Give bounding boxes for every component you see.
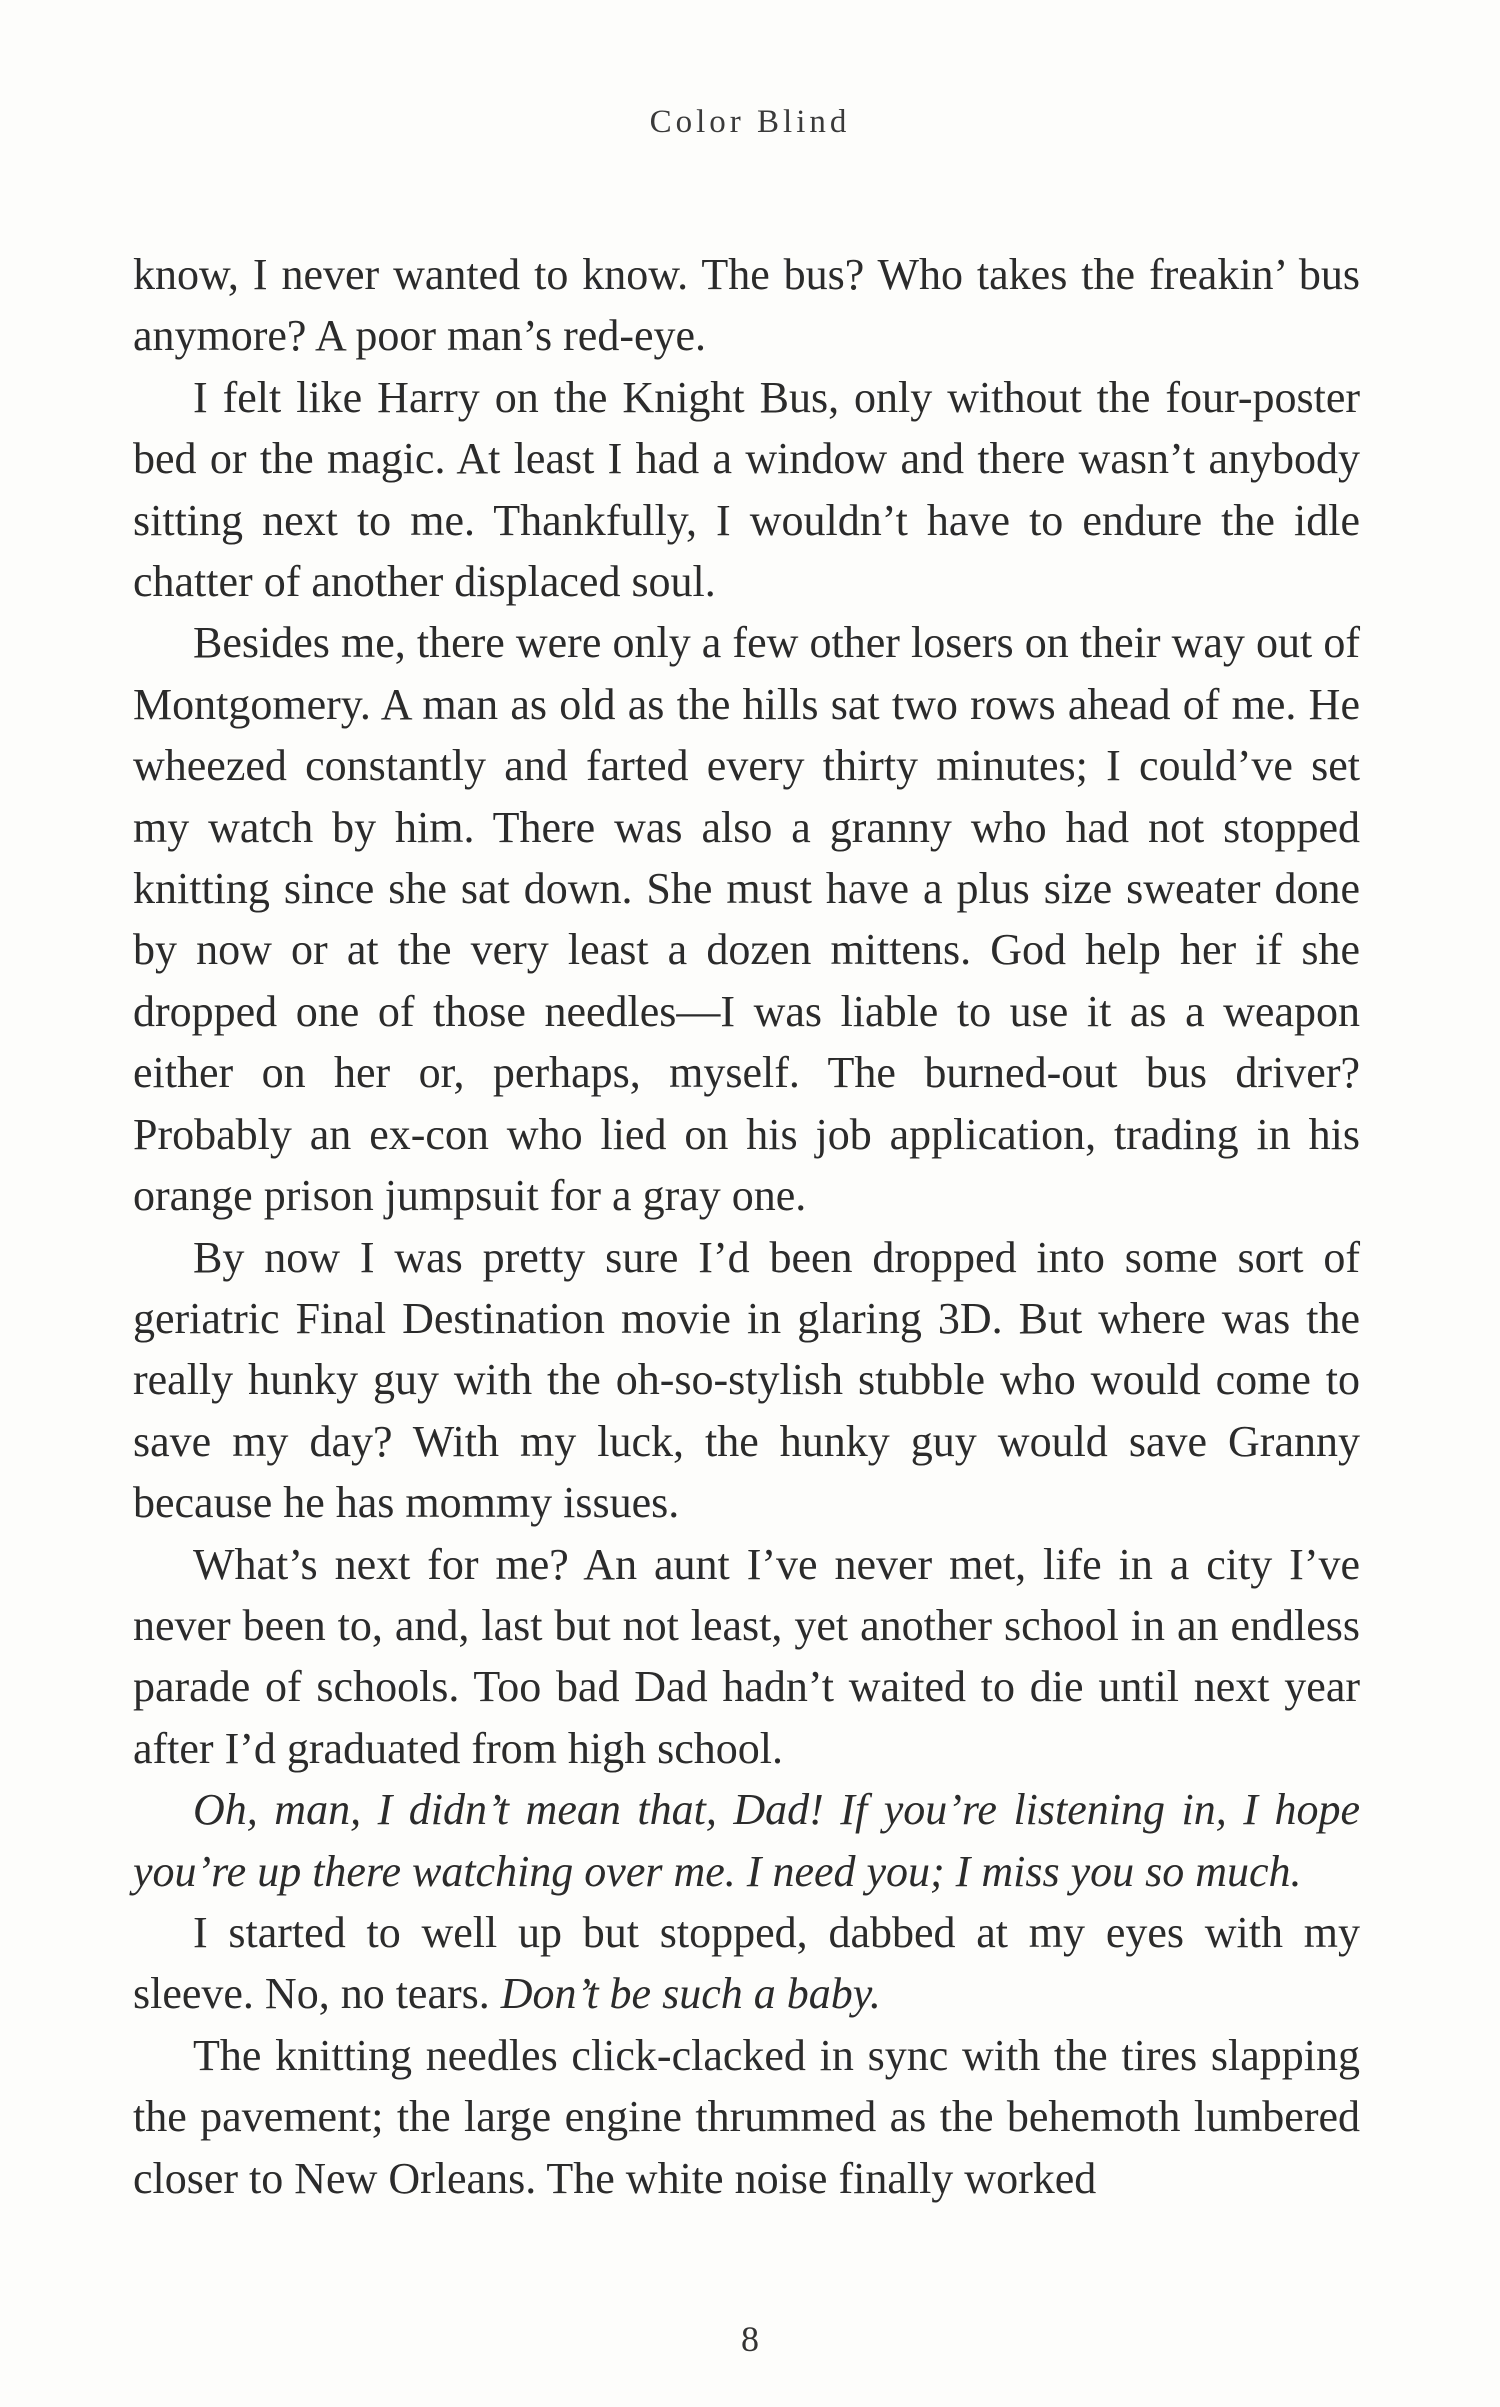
paragraph-5: What’s next for me? An aunt I’ve never met, life in a city I’ve never been to, and, last but not least, yet another school in an endless parade of schools. Too bad Dad hadn’t waited to die until next year after I’d graduated from high school. bbox=[133, 1539, 1360, 1773]
paragraph-1: know, I never wanted to know. The bus? Who takes the freakin’ bus anymore? A poor man’s red-eye. bbox=[133, 250, 1360, 361]
paragraph-3: Besides me, there were only a few other losers on their way out of Montgomery. A man as old as the hills sat two rows ahead of me. He wheezed constantly and farted every thirty minutes; I could’ve set my watch by him. There was also a granny who had not stopped knitting since she sat down. She must have a plus size sweater done by now or at the very least a dozen mittens. God help her if she dropped one of those needles—I was liable to use it as a weapon either on her or, perhaps, myself. The burned-out bus driver? Probably an ex-con who lied on his job application, trading in his orange prison jumpsuit for a gray one. bbox=[133, 618, 1360, 1221]
italic-thought-text: Oh, man, I didn’t mean that, Dad! If you’re listening in, I hope you’re up there watching over me. I need you; I miss you so much. bbox=[133, 1785, 1360, 1896]
paragraph-8: The knitting needles click-clacked in sync with the tires slapping the pavement; the large engine thrummed as the behemoth lumbered closer to New Orleans. The white noise finally worked bbox=[133, 2030, 1360, 2203]
page-number: 8 bbox=[741, 2319, 759, 2359]
running-head-title: Color Blind bbox=[649, 104, 851, 140]
body-text bbox=[133, 244, 1360, 2209]
paragraph-7-italic: Don’t be such a baby. bbox=[500, 1969, 881, 2019]
paragraph-6-italic-thought bbox=[133, 1779, 1360, 1902]
paragraph-7 bbox=[133, 1902, 1360, 2025]
paragraph-7-text: I started to well up but stopped, dabbed at my eyes with my sleeve. No, no tears. bbox=[133, 1907, 1360, 2019]
paragraph-4: By now I was pretty sure I’d been dropped into some sort of geriatric Final Destination movie in glaring 3D. But where was the really hunky guy with the oh-so-stylish stubble who would come to save my day? With my luck, the hunky guy would save Granny because he has mommy issues. bbox=[133, 1232, 1360, 1528]
paragraph-2: I felt like Harry on the Knight Bus, only without the four-poster bed or the magic. At least I had a window and there wasn’t anybody sitting next to me. Thankfully, I wouldn’t have to endure the idle chatter of another displaced soul. bbox=[133, 372, 1360, 607]
